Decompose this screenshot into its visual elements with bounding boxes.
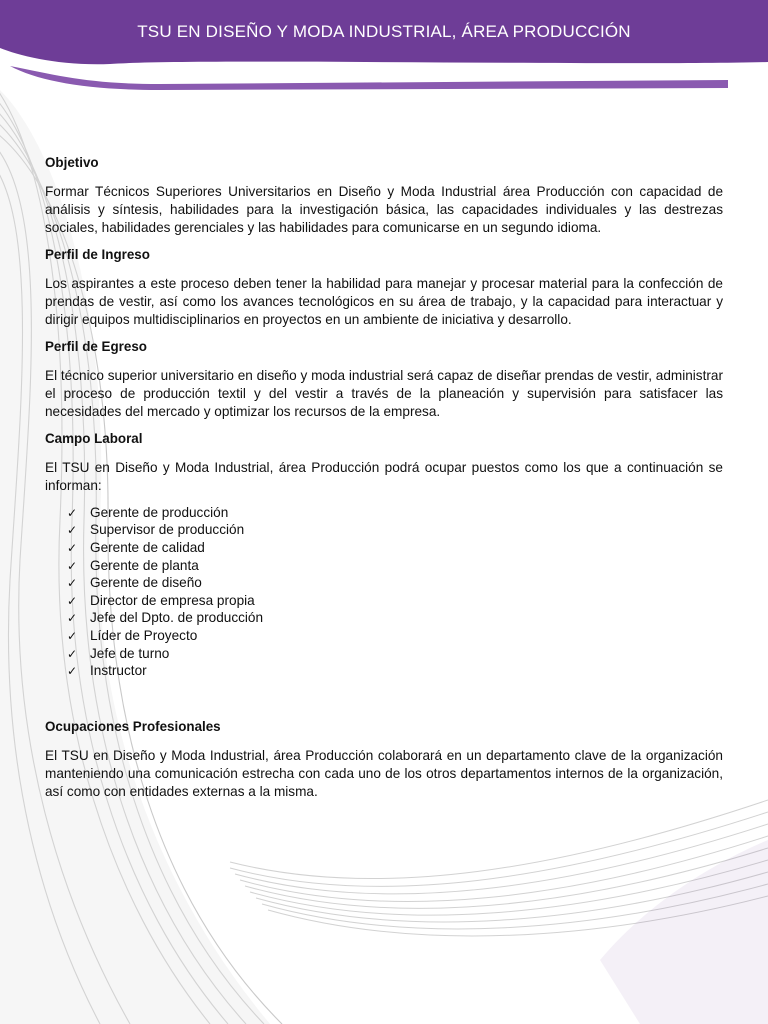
- ocupaciones-text: El TSU en Diseño y Moda Industrial, área Producción colaborará en un departamento clave de la organización manteniendo una comunicación estrecha con cada uno de los otros departamentos internos de la organización, así como con entidades externas a la misma.: [45, 747, 723, 799]
- checkmark-icon: ✓: [67, 540, 78, 555]
- campo-laboral-heading: Campo Laboral: [45, 431, 143, 446]
- list-item: ✓ Gerente de diseño: [67, 575, 202, 591]
- checkmark-icon: ✓: [67, 576, 78, 591]
- list-item: ✓ Instructor: [67, 663, 147, 679]
- perfil-egreso-text: El técnico superior universitario en diseño y moda industrial será capaz de diseñar prendas de vestir, administrar el proceso de producción textil y del vestir a través de la planeación y supervisión para satisfacer las necesidades del mercado y optimizar los recursos de la empresa.: [45, 368, 723, 419]
- objetivo-heading: Objetivo: [45, 155, 99, 170]
- document-body: [45, 154, 723, 810]
- list-item: ✓ Gerente de calidad: [67, 539, 205, 555]
- perfil-ingreso-text: Los aspirantes a este proceso deben tener la habilidad para manejar y procesar material para la confección de prendas de vestir, así como los avances tecnológicos en su área de trabajo, y la capacidad para interactuar y dirigir equipos multidisciplinarios en proyectos en un ambiente de iniciativa y desarrollo.: [45, 276, 723, 327]
- campo-laboral-text: El TSU en Diseño y Moda Industrial, área Producción podrá ocupar puestos como los que a continuación se informan:: [45, 460, 723, 493]
- list-item: ✓ Director de empresa propia: [67, 592, 255, 608]
- list-item: ✓ Jefe del Dpto. de producción: [67, 610, 264, 626]
- checkmark-icon: ✓: [67, 664, 78, 679]
- objetivo-text: Formar Técnicos Superiores Universitarios en Diseño y Moda Industrial área Producción con capacidad de análisis y síntesis, habilidades para la investigación básica, las capacidades individuales y las destrezas sociales, habilidades gerenciales y las habilidades para comunicarse en un segundo idioma.: [45, 184, 723, 235]
- ocupaciones-heading: Ocupaciones Profesionales: [45, 718, 221, 734]
- list-item: ✓ Supervisor de producción: [67, 522, 245, 538]
- checkmark-icon: ✓: [67, 628, 78, 643]
- list-item: ✓ Gerente de planta: [67, 557, 199, 573]
- checkmark-icon: ✓: [67, 593, 78, 608]
- list-item: ✓ Líder de Proyecto: [67, 627, 198, 643]
- perfil-ingreso-heading: Perfil de Ingreso: [45, 247, 150, 262]
- list-item: ✓ Jefe de turno: [67, 645, 170, 661]
- page-title: TSU EN DISEÑO Y MODA INDUSTRIAL, ÁREA PRODUCCIÓN: [137, 22, 631, 41]
- checkmark-icon: ✓: [67, 611, 78, 626]
- checkmark-icon: ✓: [67, 505, 78, 520]
- checkmark-icon: ✓: [67, 558, 78, 573]
- list-item: ✓ Gerente de producción: [67, 504, 229, 520]
- checkmark-icon: ✓: [67, 523, 78, 538]
- puestos-list: [45, 504, 723, 680]
- spacer: [45, 680, 723, 718]
- perfil-egreso-heading: Perfil de Egreso: [45, 339, 147, 354]
- checkmark-icon: ✓: [67, 646, 78, 661]
